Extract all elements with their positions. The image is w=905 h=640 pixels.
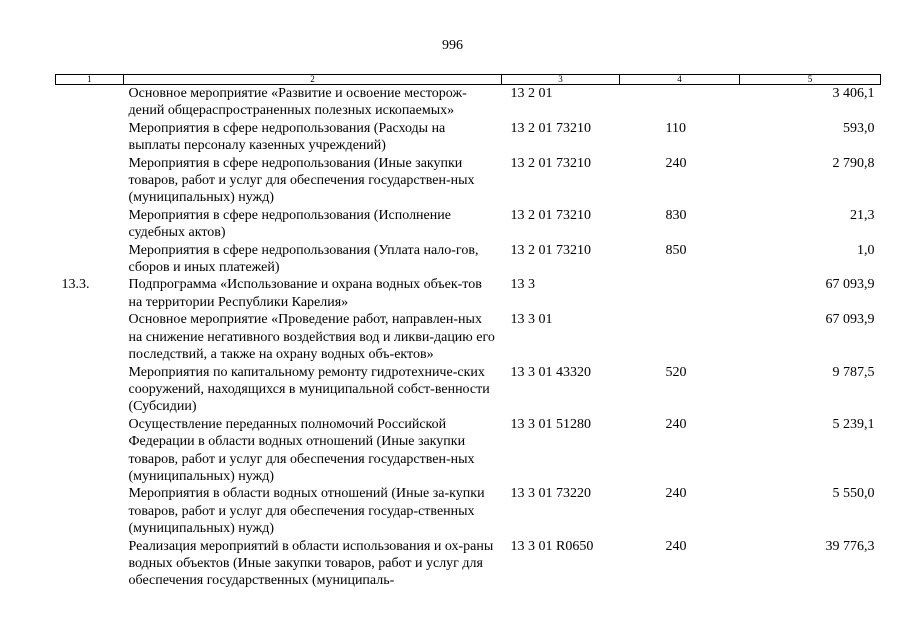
table-row	[56, 538, 881, 590]
header-col-5: 5	[740, 75, 881, 85]
row-name: Мероприятия в сфере недропользования (Расходы на выплаты персоналу казенных учреждений)	[128, 120, 446, 154]
table-row	[56, 242, 881, 277]
header-col-1: 1	[56, 75, 124, 85]
row-amount: 39 776,3	[825, 538, 875, 554]
table-row	[56, 120, 881, 155]
row-target-code: 13 2 01 73210	[510, 155, 591, 171]
row-amount: 3 406,1	[832, 86, 875, 101]
row-number	[56, 155, 124, 207]
row-amount: 5 550,0	[832, 486, 875, 502]
row-expense-type: 240	[665, 155, 687, 171]
budget-table	[55, 74, 881, 590]
row-name: Основное мероприятие «Проведение работ, направлен-ных на снижение негативного воздействия вод и ликви-дацию его последствий, а также на охрану водных объ-ектов»	[128, 312, 495, 363]
row-expense-type: 240	[665, 486, 687, 502]
row-number	[56, 538, 124, 590]
row-target-code: 13 2 01 73210	[510, 242, 591, 258]
header-col-2: 2	[124, 75, 502, 85]
row-number	[56, 85, 124, 120]
page-number: 996	[442, 38, 463, 53]
header-row	[56, 75, 881, 85]
row-name: Мероприятия в сфере недропользования (Исполнение судебных актов)	[128, 207, 451, 241]
row-expense-type: 520	[665, 364, 687, 380]
row-name: Осуществление переданных полномочий Российской Федерации в области водных отношений (Иные закупки товаров, работ и услуг для обеспечения государствен-ных (муниципальных) нужд)	[128, 416, 475, 484]
row-name: Основное мероприятие «Развитие и освоение месторож-дений общераспространенных полезных ископаемых»	[128, 86, 467, 119]
row-expense-type: 240	[665, 416, 687, 432]
table-row	[56, 155, 881, 207]
row-number	[56, 311, 124, 363]
row-name: Мероприятия по капитальному ремонту гидротехниче-ских сооружений, находящихся в муниципальной собст-венности (Субсидии)	[128, 364, 490, 415]
table-row	[56, 485, 881, 537]
table-row	[56, 416, 881, 486]
table-header	[56, 75, 881, 85]
header-col-4: 4	[620, 75, 740, 85]
row-target-code: 13 3 01 51280	[510, 416, 591, 432]
row-name: Мероприятия в сфере недропользования (Иные закупки товаров, работ и услуг для обеспечения государствен-ных (муниципальных) нужд)	[128, 155, 475, 206]
row-expense-type	[620, 85, 740, 120]
row-amount: 67 093,9	[825, 312, 875, 328]
row-expense-type: 240	[665, 538, 687, 554]
row-amount: 5 239,1	[832, 416, 875, 432]
row-amount: 9 787,5	[832, 364, 875, 380]
row-target-code: 13 2 01	[510, 86, 553, 101]
row-number	[56, 120, 124, 155]
row-target-code: 13 3	[510, 277, 535, 293]
table-body	[56, 85, 881, 590]
row-number	[56, 485, 124, 537]
row-number	[56, 416, 124, 486]
row-target-code: 13 3 01	[510, 312, 553, 328]
row-number	[56, 364, 124, 416]
table-row	[56, 364, 881, 416]
row-number	[56, 207, 124, 242]
row-number	[56, 242, 124, 277]
row-target-code: 13 2 01 73210	[510, 120, 591, 136]
table-row	[56, 311, 881, 363]
header-col-3: 3	[502, 75, 620, 85]
row-name: Мероприятия в сфере недропользования (Уплата нало-гов, сборов и иных платежей)	[128, 242, 479, 276]
row-name: Подпрограмма «Использование и охрана водных объек-тов на территории Республики Карелия»	[128, 277, 482, 310]
row-expense-type: 110	[665, 120, 686, 136]
row-number: 13.3.	[61, 277, 90, 293]
table-row	[56, 276, 881, 311]
table-row	[56, 207, 881, 242]
row-target-code: 13 3 01 R0650	[510, 538, 594, 554]
row-expense-type: 850	[665, 242, 687, 258]
row-expense-type: 830	[665, 207, 687, 223]
row-expense-type	[620, 276, 740, 311]
row-amount: 67 093,9	[825, 277, 875, 293]
row-amount: 2 790,8	[832, 155, 875, 171]
row-target-code: 13 3 01 43320	[510, 364, 591, 380]
row-name: Мероприятия в области водных отношений (Иные за-купки товаров, работ и услуг для обеспечения государ-ственных (муниципальных) нужд)	[128, 486, 485, 537]
row-target-code: 13 3 01 73220	[510, 486, 591, 502]
row-amount: 593,0	[843, 120, 875, 136]
table-row	[56, 85, 881, 120]
row-target-code: 13 2 01 73210	[510, 207, 591, 223]
row-expense-type	[620, 311, 740, 363]
row-amount: 1,0	[857, 242, 875, 258]
row-amount: 21,3	[850, 207, 875, 223]
row-name: Реализация мероприятий в области использования и ох-раны водных объектов (Иные закупки товаров, работ и услуг для обеспечения государственных (муниципаль-	[128, 538, 494, 589]
